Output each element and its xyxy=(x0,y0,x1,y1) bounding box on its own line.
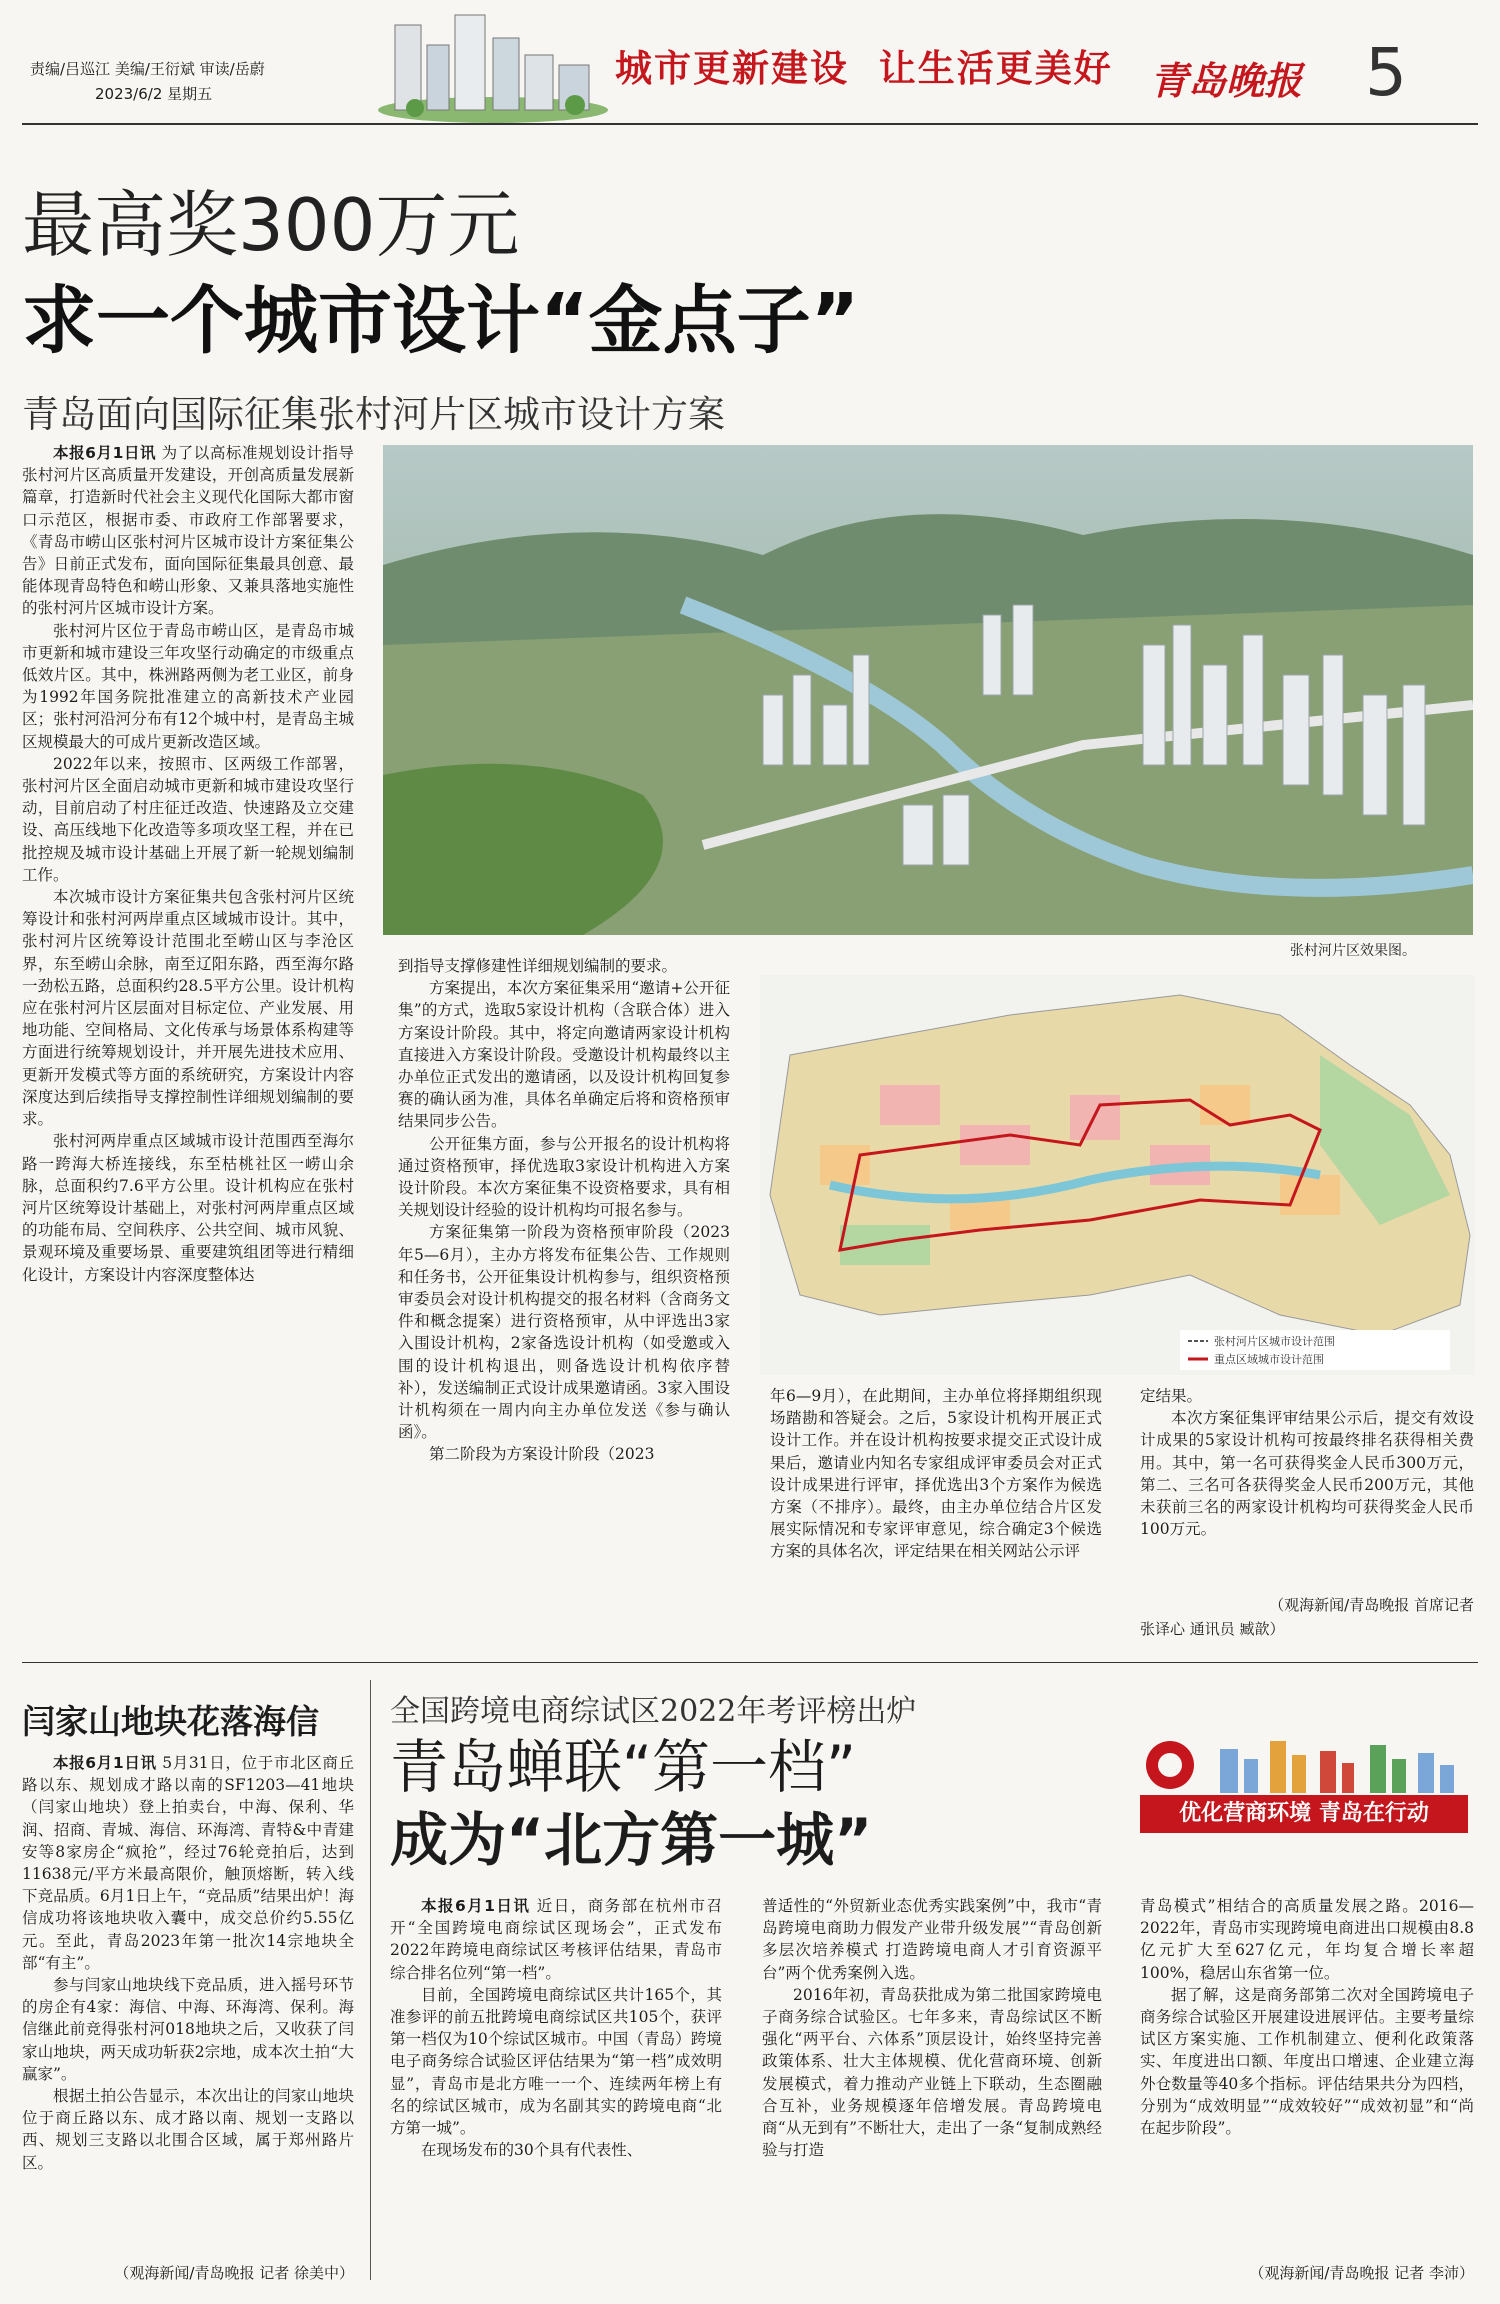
paragraph xyxy=(398,1221,730,1443)
paragraph xyxy=(22,442,354,620)
paragraph xyxy=(1140,1895,1474,1984)
editors-line: 责编/吕巡江 美编/王衍斌 审读/岳蔚 xyxy=(30,60,265,78)
paragraph xyxy=(770,1385,1102,1563)
lead-source-2: 张译心 通讯员 臧歆） xyxy=(1140,1620,1285,1638)
lead-subhead: 青岛面向国际征集张村河片区城市设计方案 xyxy=(22,393,725,436)
right-col-1 xyxy=(390,1895,722,2265)
newspaper-name: 青岛晚报 xyxy=(1150,58,1303,103)
paragraph xyxy=(762,1984,1102,2162)
paragraph xyxy=(398,1443,730,1465)
business-environment-badge: 优化营商环境 青岛在行动 xyxy=(1140,1795,1468,1833)
paragraph-text: 5月31日，位于市北区商丘路以东、规划成才路以南的SF1203—41地块（闫家山地块）登上拍卖台，中海、保利、华润、招商、青城、海信、环海湾、青特&中青建安等8家房企“疯抢”，经过76轮竞拍后，达到11638元/平方米最高限价，触顶熔断，转入线下竞品质。6月1日上午，“竞品质”结果出炉！海信成功将该地块收入囊中，成交总价约5.55亿元。至此，青岛2023年第一批次14宗地块全部“有主”。 xyxy=(22,1754,354,1972)
map-legend-item: 重点区域城市设计范围 xyxy=(1214,1353,1324,1366)
paragraph xyxy=(390,1895,722,1984)
lead-col-3 xyxy=(770,1385,1102,1655)
paragraph xyxy=(398,1133,730,1222)
paragraph-text: 参与闫家山地块线下竞品质，进入摇号环节的房企有4家：海信、中海、环海湾、保利。海信继此前竞得张村河018地块之后，又收获了闫家山地块，两天成功斩获2宗地，成本次土拍“大赢家”。 xyxy=(22,1976,354,2083)
paragraph-text: 方案征集第一阶段为资格预审阶段（2023年5—6月），主办方将发布征集公告、工作规则和任务书，公开征集设计机构参与，组织资格预审委员会对设计机构提交的报名材料（含商务文件和概念提案）进行资格预审，从中评选出3家入围设计机构，2家备选设计机构（如受邀或入围的设计机构退出，则备选设计机构依序替补），发送编制正式设计成果邀请函。3家入围设计机构须在一周内向主办单位发送《参与确认函》。 xyxy=(398,1223,730,1442)
business-environment-badge-graphic xyxy=(1130,1735,1470,1793)
issue-date: 2023/6/2 星期五 xyxy=(95,85,213,103)
paragraph-text: 张村河两岸重点区域城市设计范围西至海尔路一跨海大桥连接线，东至枯桃社区一崂山余脉，总面积约7.6平方公里。设计机构应在张村河片区统筹设计基础上，对张村河两岸重点区域的功能布局、空间秩序、公共空间、城市风貌、景观环境及重要场景、重要建筑组团等进行精细化设计，方案设计内容深度整体达 xyxy=(22,1132,354,1284)
paragraph xyxy=(762,1895,1102,1984)
paragraph-text: 青岛模式”相结合的高质量发展之路。2016—2022年，青岛市实现跨境电商进出口规模由8.8亿元扩大至627亿元，年均复合增长率超100%，稳居山东省第一位。 xyxy=(1140,1897,1474,1982)
paragraph-text: 定结果。 xyxy=(1140,1387,1203,1405)
planning-map xyxy=(760,975,1475,1375)
paragraph-text: 2016年初，青岛获批成为第二批国家跨境电子商务综合试验区。七年多来，青岛综试区不断强化“两平台、六体系”顶层设计，始终坚持完善政策体系、壮大主体规模、优化营商环境、创新发展模式，着力推动产业链上下联动，生态圈融合互补，业务规模逐年倍增发展。青岛跨境电商“从无到有”不断壮大，走出了一条“复制成熟经验与打造 xyxy=(762,1985,1102,2160)
paragraph-text: 近日，商务部在杭州市召开“全国跨境电商综试区现场会”，正式发布2022年跨境电商综试区考核评估结果，青岛市综合排名位列“第一档”。 xyxy=(390,1897,722,1982)
paragraph-text: 张村河片区位于青岛市崂山区，是青岛市城市更新和城市建设三年攻坚行动确定的市级重点低效片区。其中，株洲路两侧为老工业区，前身为1992年国务院批准建立的高新技术产业园区；张村河沿河分布有12个城中村，是青岛主城区规模最大的可成片更新改造区域。 xyxy=(22,621,354,751)
paragraph-text: 据了解，这是商务部第二次对全国跨境电子商务综合试验区开展建设进展评估。主要考量综试区方案实施、工作机制建立、便利化政策落实、年度进出口额、年度出口增速、企业建立海外仓数量等40多个指标。评估结果共分为四档，分别为“成效明显”“成效较好”“成效初显”和“尚在起步阶段”。 xyxy=(1140,1985,1474,2138)
lead-source-1: （观海新闻/青岛晚报 首席记者 xyxy=(1269,1596,1474,1614)
paragraph xyxy=(390,1984,722,2139)
paragraph-text: 目前，全国跨境电商综试区共计165个，其准参评的前五批跨境电商综试区共105个，获评第一档仅为10个综试区城市。中国（青岛）跨境电子商务综合试验区评估结果为“第一档”成效明显”，青岛市是北方唯一一个、连续两年榜上有名的综试区城市，成为名副其实的跨境电商“北方第一城”。 xyxy=(390,1985,722,2138)
lead-col-2 xyxy=(398,955,730,1655)
page-number: 5 xyxy=(1365,34,1407,111)
paragraph xyxy=(1140,1385,1474,1407)
paragraph xyxy=(22,1974,354,2085)
paragraph-text: 本次方案征集评审结果公示后，提交有效设计成果的5家设计机构可按最终排名获得相关费用。其中，第一名可获得奖金人民币300万元，第二、三名可各获得奖金人民币200万元，其他未获前三名的两家设计机构均可获得奖金人民币100万元。 xyxy=(1140,1409,1474,1539)
dateline: 本报6月1日讯 xyxy=(421,1897,531,1915)
paragraph-text: 根据土拍公告显示，本次出让的闫家山地块位于商丘路以东、成才路以南、规划一支路以西、规划三支路以北围合区域，属于郑州路片区。 xyxy=(22,2087,354,2172)
right-col-3 xyxy=(1140,1895,1474,2240)
header-rule xyxy=(22,123,1478,125)
paragraph xyxy=(22,620,354,753)
lead-col-1 xyxy=(22,442,354,1652)
photo-caption: 张村河片区效果图。 xyxy=(1290,943,1416,959)
paragraph xyxy=(390,2139,722,2161)
header-slogan: 城市更新建设 让生活更美好 xyxy=(615,47,1113,90)
paragraph xyxy=(398,955,730,977)
paragraph-text: 为了以高标准规划设计指导张村河片区高质量开发建设，开创高质量发展新篇章，打造新时代社会主义现代化国际大都市窗口示范区，根据市委、市政府工作部署要求，《青岛市崂山区张村河片区城市设计方案征集公告》日前正式发布，面向国际征集最具创意、最能体现青岛特色和崂山形象、又兼具落地实施性的张村河片区城市设计方案。 xyxy=(22,444,354,618)
paragraph-text: 第二阶段为方案设计阶段（2023 xyxy=(429,1445,655,1464)
left-divider xyxy=(370,1680,371,2280)
right-kicker: 全国跨境电商综试区2022年考评榜出炉 xyxy=(390,1694,917,1729)
lead-headline: 求一个城市设计“金点子” xyxy=(22,278,860,364)
section-rule xyxy=(22,1662,1478,1663)
paragraph-text: 到指导支撑修建性详细规划编制的要求。 xyxy=(398,957,678,975)
lead-col-4 xyxy=(1140,1385,1474,1565)
dateline: 本报6月1日讯 xyxy=(53,1754,157,1772)
paragraph xyxy=(1140,1984,1474,2139)
paragraph-text: 在现场发布的30个具有代表性、 xyxy=(421,2141,643,2160)
paragraph-text: 方案提出，本次方案征集采用“邀请+公开征集”的方式，选取5家设计机构（含联合体）进入方案设计阶段。其中，将定向邀请两家设计机构直接进入方案设计阶段。受邀设计机构最终以主办单位正式发出的邀请函，以及设计机构回复参赛的确认函为准，具体名单确定后将和资格预审结果同步公告。 xyxy=(398,979,730,1131)
paragraph xyxy=(22,2085,354,2174)
paragraph-text: 公开征集方面，参与公开报名的设计机构将通过资格预审，择优选取3家设计机构进入方案设计阶段。本次方案征集不设资格要求，具有相关规划设计经验的设计机构均可报名参与。 xyxy=(398,1134,730,1220)
paragraph xyxy=(22,886,354,1130)
right-story-source: （观海新闻/青岛晚报 记者 李沛） xyxy=(1249,2264,1474,2282)
map-legend-item: 张村河片区城市设计范围 xyxy=(1214,1335,1335,1348)
paragraph-text: 2022年以来，按照市、区两级工作部署，张村河片区全面启动城市更新和城市建设攻坚行动，目前启动了村庄征迁改造、快速路及立交建设、高压线地下化改造等多项攻坚工程，并在已批控规及城市设计基础上开展了新一轮规划编制工作。 xyxy=(22,754,354,884)
right-headline-1: 青岛蝉联“第一档” xyxy=(390,1733,857,1801)
right-headline-2: 成为“北方第一城” xyxy=(390,1806,873,1874)
right-col-2 xyxy=(762,1895,1102,2265)
paragraph-text: 年6—9月），在此期间，主办单位将择期组织现场踏勘和答疑会。之后，5家设计机构开展正式设计工作。并在设计机构按要求提交正式设计成果后，邀请业内知名专家组成评审委员会对正式设计成果进行评审，择优选出3个方案作为候选方案（不排序）。最终，由主办单位结合片区发展实际情况和专家评审意见，综合确定3个候选方案的具体名次，评定结果在相关网站公示评 xyxy=(770,1387,1102,1561)
paragraph xyxy=(22,1752,354,1974)
left-story-body xyxy=(22,1752,354,2257)
paragraph-text: 普适性的“外贸新业态优秀实践案例”中，我市“青岛跨境电商助力假发产业带升级发展”“青岛创新多层次培养模式 打造跨境电商人才引育资源平台”两个优秀案例入选。 xyxy=(762,1897,1102,1982)
paragraph xyxy=(22,753,354,886)
left-story-source: （观海新闻/青岛晚报 记者 徐美中） xyxy=(114,2264,354,2282)
paragraph xyxy=(22,1130,354,1285)
paragraph-text: 本次城市设计方案征集共包含张村河片区统筹设计和张村河两岸重点区域城市设计。其中，张村河片区统筹设计范围北至崂山区与李沧区界，东至崂山余脉，南至辽阳东路，西至海尔路一劲松五路，总面积约28.5平方公里。设计机构应在张村河片区层面对目标定位、产业发展、用地功能、空间格局、文化传承与场景体系构建等方面进行统筹规划设计，并开展先进技术应用、更新开发模式等方面的系统研究，方案设计内容深度达到后续指导支撑控制性详细规划编制的要求。 xyxy=(22,888,354,1129)
lead-kicker: 最高奖300万元 xyxy=(22,183,520,267)
paragraph xyxy=(398,977,730,1132)
left-headline: 闫家山地块花落海信 xyxy=(22,1702,319,1741)
city-skyline-illustration xyxy=(375,10,610,125)
zhangcun-river-rendering xyxy=(383,445,1473,935)
paragraph xyxy=(1140,1407,1474,1540)
dateline: 本报6月1日讯 xyxy=(53,444,157,462)
